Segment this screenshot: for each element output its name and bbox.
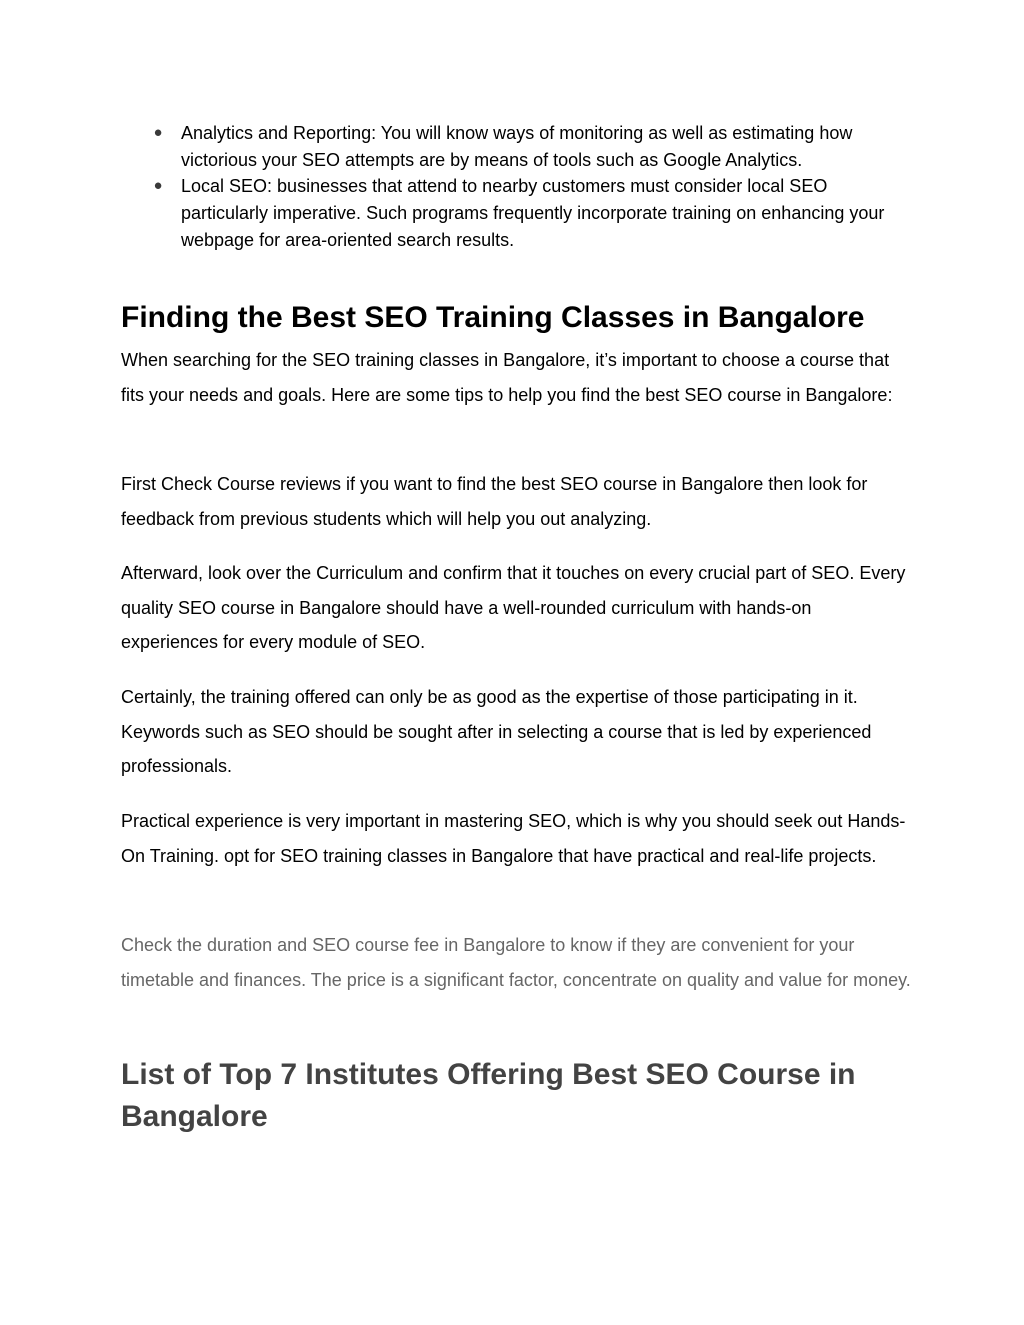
bullet-dot-icon: ● [153,177,163,195]
paragraph-expertise: Certainly, the training offered can only be as good as the expertise of those participating in it. Keywords such as SEO should be sought after in selecting a course that is led by experienced professionals. [121,687,872,777]
bullet-dot-icon: ● [153,124,163,141]
paragraph-curriculum: Afterward, look over the Curriculum and confirm that it touches on every crucial part of SEO. Every quality SEO course in Bangalore should have a well-rounded curriculum with hands-on experiences for every module of SEO. [121,563,906,653]
paragraph-course-reviews: First Check Course reviews if you want to find the best SEO course in Bangalore then look for feedback from previous students which will help you out analyzing. [121,474,868,529]
bullet-item [150,173,910,253]
bullet-item [150,120,910,173]
bullet-list [150,120,910,254]
bullet-text: Local SEO: businesses that attend to nearby customers must consider local SEO particularly imperative. Such programs frequently incorporate training on enhancing your webpage for area-oriented search results. [181,176,885,250]
section-heading-finding-best-seo: Finding the Best SEO Training Classes in Bangalore [121,301,865,334]
paragraph-hands-on-training: Practical experience is very important in mastering SEO, which is why you should seek out Hands-On Training. opt for SEO training classes in Bangalore that have practical and real-life projects. [121,811,906,866]
paragraph-intro: When searching for the SEO training classes in Bangalore, it’s important to choose a course that fits your needs and goals. Here are some tips to help you find the best SEO course in Bangalore: [121,350,893,405]
bullet-text: Analytics and Reporting: You will know ways of monitoring as well as estimating how victorious your SEO attempts are by means of tools such as Google Analytics. [181,123,853,170]
section-heading-top-institutes: List of Top 7 Institutes Offering Best SEO Course in Bangalore [121,1058,856,1133]
paragraph-duration-fee: Check the duration and SEO course fee in Bangalore to know if they are convenient for your timetable and finances. The price is a significant factor, concentrate on quality and value for money. [121,935,911,990]
